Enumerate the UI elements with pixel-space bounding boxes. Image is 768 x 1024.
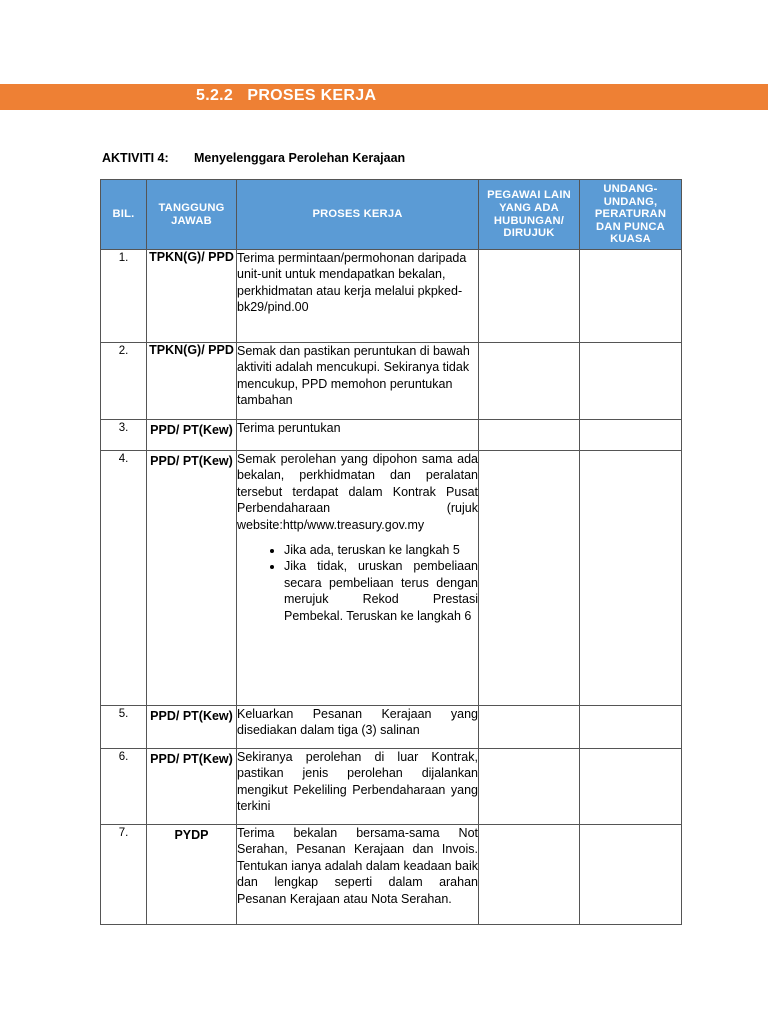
table-row <box>101 451 682 706</box>
row-bil: 7. <box>101 825 147 925</box>
row-bil: 3. <box>101 420 147 451</box>
section-banner <box>0 84 768 110</box>
row-undang <box>580 706 682 749</box>
table-row <box>101 420 682 451</box>
row-undang <box>580 250 682 343</box>
header-bil: BIL. <box>101 180 147 250</box>
row-pegawai <box>479 250 580 343</box>
row-tanggung-jawab: TPKN(G)/ PPD <box>147 343 237 420</box>
table-header-row <box>101 180 682 250</box>
bullet-list <box>237 542 478 624</box>
process-table <box>100 179 682 925</box>
section-name: PROSES KERJA <box>247 87 377 104</box>
row-bil: 5. <box>101 706 147 749</box>
row-undang <box>580 451 682 706</box>
row-tanggung-jawab: PPD/ PT(Kew) <box>147 749 237 825</box>
table-row <box>101 706 682 749</box>
section-title <box>196 87 376 105</box>
row-tanggung-jawab: PPD/ PT(Kew) <box>147 451 237 706</box>
section-number: 5.2.2 <box>196 87 234 104</box>
row-tanggung-jawab: TPKN(G)/ PPD <box>147 250 237 343</box>
row-tanggung-jawab: PPD/ PT(Kew) <box>147 706 237 749</box>
row-pegawai <box>479 706 580 749</box>
header-undang: UNDANG-UNDANG, PERATURAN DAN PUNCA KUASA <box>580 180 682 250</box>
row-proses-kerja: Terima bekalan bersama-sama Not Serahan, Pesanan Kerajaan dan Invois. Tentukan ianya adalah dalam keadaan baik dan lengkap seperti dalam arahan Pesanan Kerajaan atau Nota Serahan. <box>237 825 479 925</box>
activity-heading <box>102 151 405 165</box>
row-bil: 1. <box>101 250 147 343</box>
row-proses-kerja: Semak perolehan yang dipohon sama ada bekalan, perkhidmatan dan peralatan tersebut terdapat dalam Kontrak Pusat Perbendaharaan (rujuk website:http/www.treasury.gov.my • Jika ada, teruskan ke langkah 5 • Jika tidak, uruskan pembeliaan secara pembeliaan terus dengan merujuk Rekod Prestasi Pembekal. Teruskan ke langkah 6 <box>237 451 479 706</box>
row-bil: 6. <box>101 749 147 825</box>
list-item: • Jika ada, teruskan ke langkah 5 <box>284 542 478 558</box>
row-tanggung-jawab: PYDP <box>147 825 237 925</box>
table-row <box>101 343 682 420</box>
header-tanggung-jawab: TANGGUNG JAWAB <box>147 180 237 250</box>
row-bil: 4. <box>101 451 147 706</box>
row-pegawai <box>479 420 580 451</box>
table-row <box>101 250 682 343</box>
table-row <box>101 825 682 925</box>
activity-label: AKTIVITI 4: <box>102 151 169 165</box>
row-pegawai <box>479 451 580 706</box>
row-proses-kerja: Semak dan pastikan peruntukan di bawah aktiviti adalah mencukupi. Sekiranya tidak mencukup, PPD memohon peruntukan tambahan <box>237 343 479 420</box>
row-proses-kerja: Sekiranya perolehan di luar Kontrak, pastikan jenis perolehan dijalankan mengikut Pekeliling Perbendaharaan yang terkini <box>237 749 479 825</box>
table-row <box>101 749 682 825</box>
row-pegawai <box>479 749 580 825</box>
row-undang <box>580 420 682 451</box>
row-pegawai <box>479 825 580 925</box>
row-proses-kerja: Terima peruntukan <box>237 420 479 451</box>
row-undang <box>580 825 682 925</box>
row-proses-kerja: Terima permintaan/permohonan daripada unit-unit untuk mendapatkan bekalan, perkhidmatan atau kerja melalui pkpked-bk29/pind.00 <box>237 250 479 343</box>
row-undang <box>580 343 682 420</box>
row-tanggung-jawab: PPD/ PT(Kew) <box>147 420 237 451</box>
row-undang <box>580 749 682 825</box>
list-item: • Jika tidak, uruskan pembeliaan secara pembeliaan terus dengan merujuk Rekod Prestasi Pembekal. Teruskan ke langkah 6 <box>284 558 478 624</box>
activity-name: Menyelenggara Perolehan Kerajaan <box>194 151 406 165</box>
row-proses-kerja: Keluarkan Pesanan Kerajaan yang disediakan dalam tiga (3) salinan <box>237 706 479 749</box>
row-bil: 2. <box>101 343 147 420</box>
header-pegawai: PEGAWAI LAIN YANG ADA HUBUNGAN/ DIRUJUK <box>479 180 580 250</box>
row-pegawai <box>479 343 580 420</box>
header-proses-kerja: PROSES KERJA <box>237 180 479 250</box>
